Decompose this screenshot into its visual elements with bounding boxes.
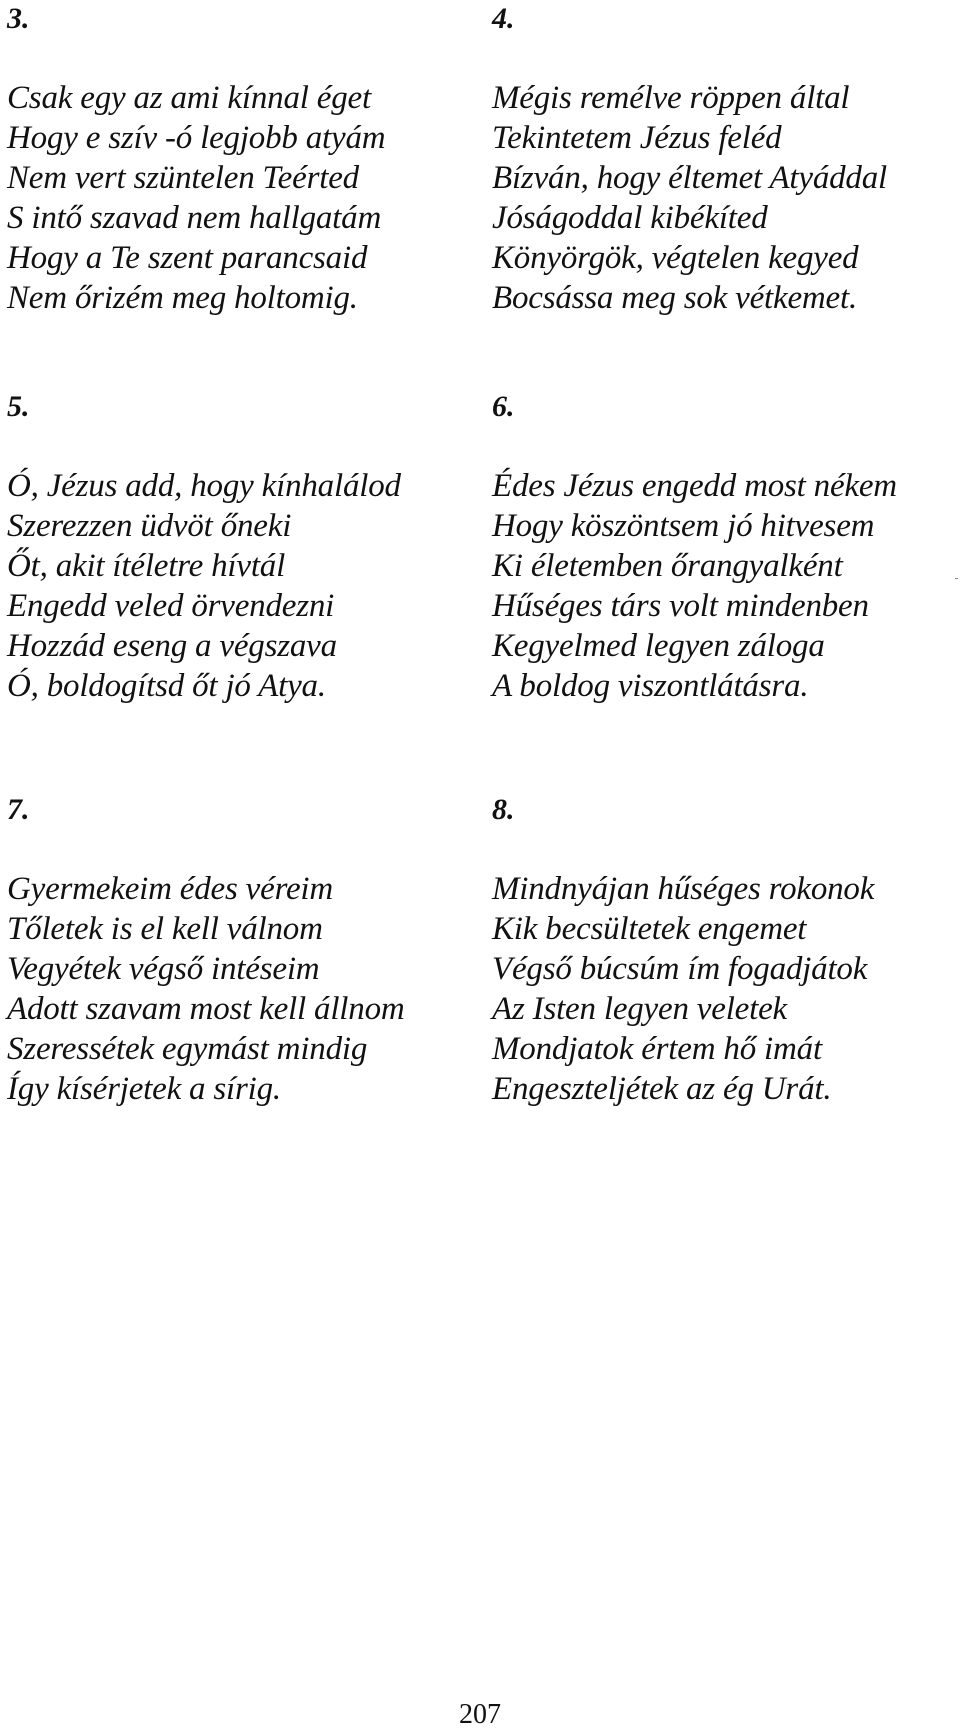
verse-line: Engeszteljétek az ég Urát. [492, 1071, 832, 1107]
verse-line: Hozzád eseng a végszava [7, 628, 337, 664]
verse-line: Így kísérjetek a sírig. [7, 1071, 281, 1107]
stanza-number: 6. [492, 390, 515, 423]
verse-line: Mondjatok értem hő imát [492, 1031, 822, 1067]
verse-line: Gyermekeim édes véreim [7, 871, 334, 907]
verse-line: Hűséges társ volt mindenben [492, 588, 869, 624]
stanza-3 [7, 4, 477, 318]
verse-line: Könyörgök, végtelen kegyed [492, 240, 859, 276]
verse-line: S intő szavad nem hallgatám [7, 200, 382, 236]
page-number: 207 [459, 1699, 501, 1730]
stanza-5 [7, 392, 477, 706]
verse-line: Édes Jézus engedd most nékem [492, 468, 897, 504]
stanza-number: 5. [7, 390, 30, 423]
verse-line: Őt, akit ítéletre hívtál [7, 548, 286, 584]
verse-line: Tőletek is el kell válnom [7, 911, 323, 947]
verse-line: Nem őrizém meg holtomig. [7, 280, 358, 316]
verse-line: Ó, Jézus add, hogy kínhalálod [7, 468, 401, 504]
verse-line: Csak egy az ami kínnal éget [7, 80, 371, 116]
verse-line: A boldog viszontlátásra. [492, 668, 809, 704]
stanza-lines [7, 869, 477, 1109]
verse-line: Bocsássa meg sok vétkemet. [492, 280, 858, 316]
verse-line: Mégis remélve röppen által [492, 80, 850, 116]
verse-line: Végső búcsúm ím fogadjátok [492, 951, 868, 987]
stanza-number: 8. [492, 793, 515, 826]
verse-line: Hogy e szív -ó legjobb atyám [7, 120, 386, 156]
verse-line: Bízván, hogy éltemet Atyáddal [492, 160, 887, 196]
verse-line: Hogy a Te szent parancsaid [7, 240, 368, 276]
verse-line: Adott szavam most kell állnom [7, 991, 405, 1027]
stanza-number: 3. [7, 2, 30, 35]
stanza-lines [7, 466, 477, 706]
verse-line: Szeressétek egymást mindig [7, 1031, 368, 1067]
verse-line: Ki életemben őrangyalként [492, 548, 843, 584]
scan-speck [955, 578, 958, 579]
stanza-8 [492, 795, 960, 1109]
verse-line: Mindnyájan hűséges rokonok [492, 871, 875, 907]
verse-line: Jóságoddal kibékíted [492, 200, 768, 236]
verse-line: Ó, boldogítsd őt jó Atya. [7, 668, 326, 704]
verse-line: Nem vert szüntelen Teérted [7, 160, 359, 196]
verse-line: Szerezzen üdvöt őneki [7, 508, 292, 544]
stanza-lines [492, 78, 960, 318]
stanza-number: 7. [7, 793, 30, 826]
verse-line: Az Isten legyen veletek [492, 991, 787, 1027]
verse-line: Vegyétek végső intéseim [7, 951, 320, 987]
verse-line: Kik becsültetek engemet [492, 911, 807, 947]
verse-line: Hogy köszöntsem jó hitvesem [492, 508, 875, 544]
stanza-7 [7, 795, 477, 1109]
stanza-4 [492, 4, 960, 318]
verse-line: Kegyelmed legyen záloga [492, 628, 825, 664]
stanza-lines [7, 78, 477, 318]
stanza-number: 4. [492, 2, 515, 35]
stanza-6 [492, 392, 960, 706]
stanza-lines [492, 869, 960, 1109]
stanza-lines [492, 466, 960, 706]
verse-line: Engedd veled örvendezni [7, 588, 335, 624]
verse-line: Tekintetem Jézus feléd [492, 120, 782, 156]
